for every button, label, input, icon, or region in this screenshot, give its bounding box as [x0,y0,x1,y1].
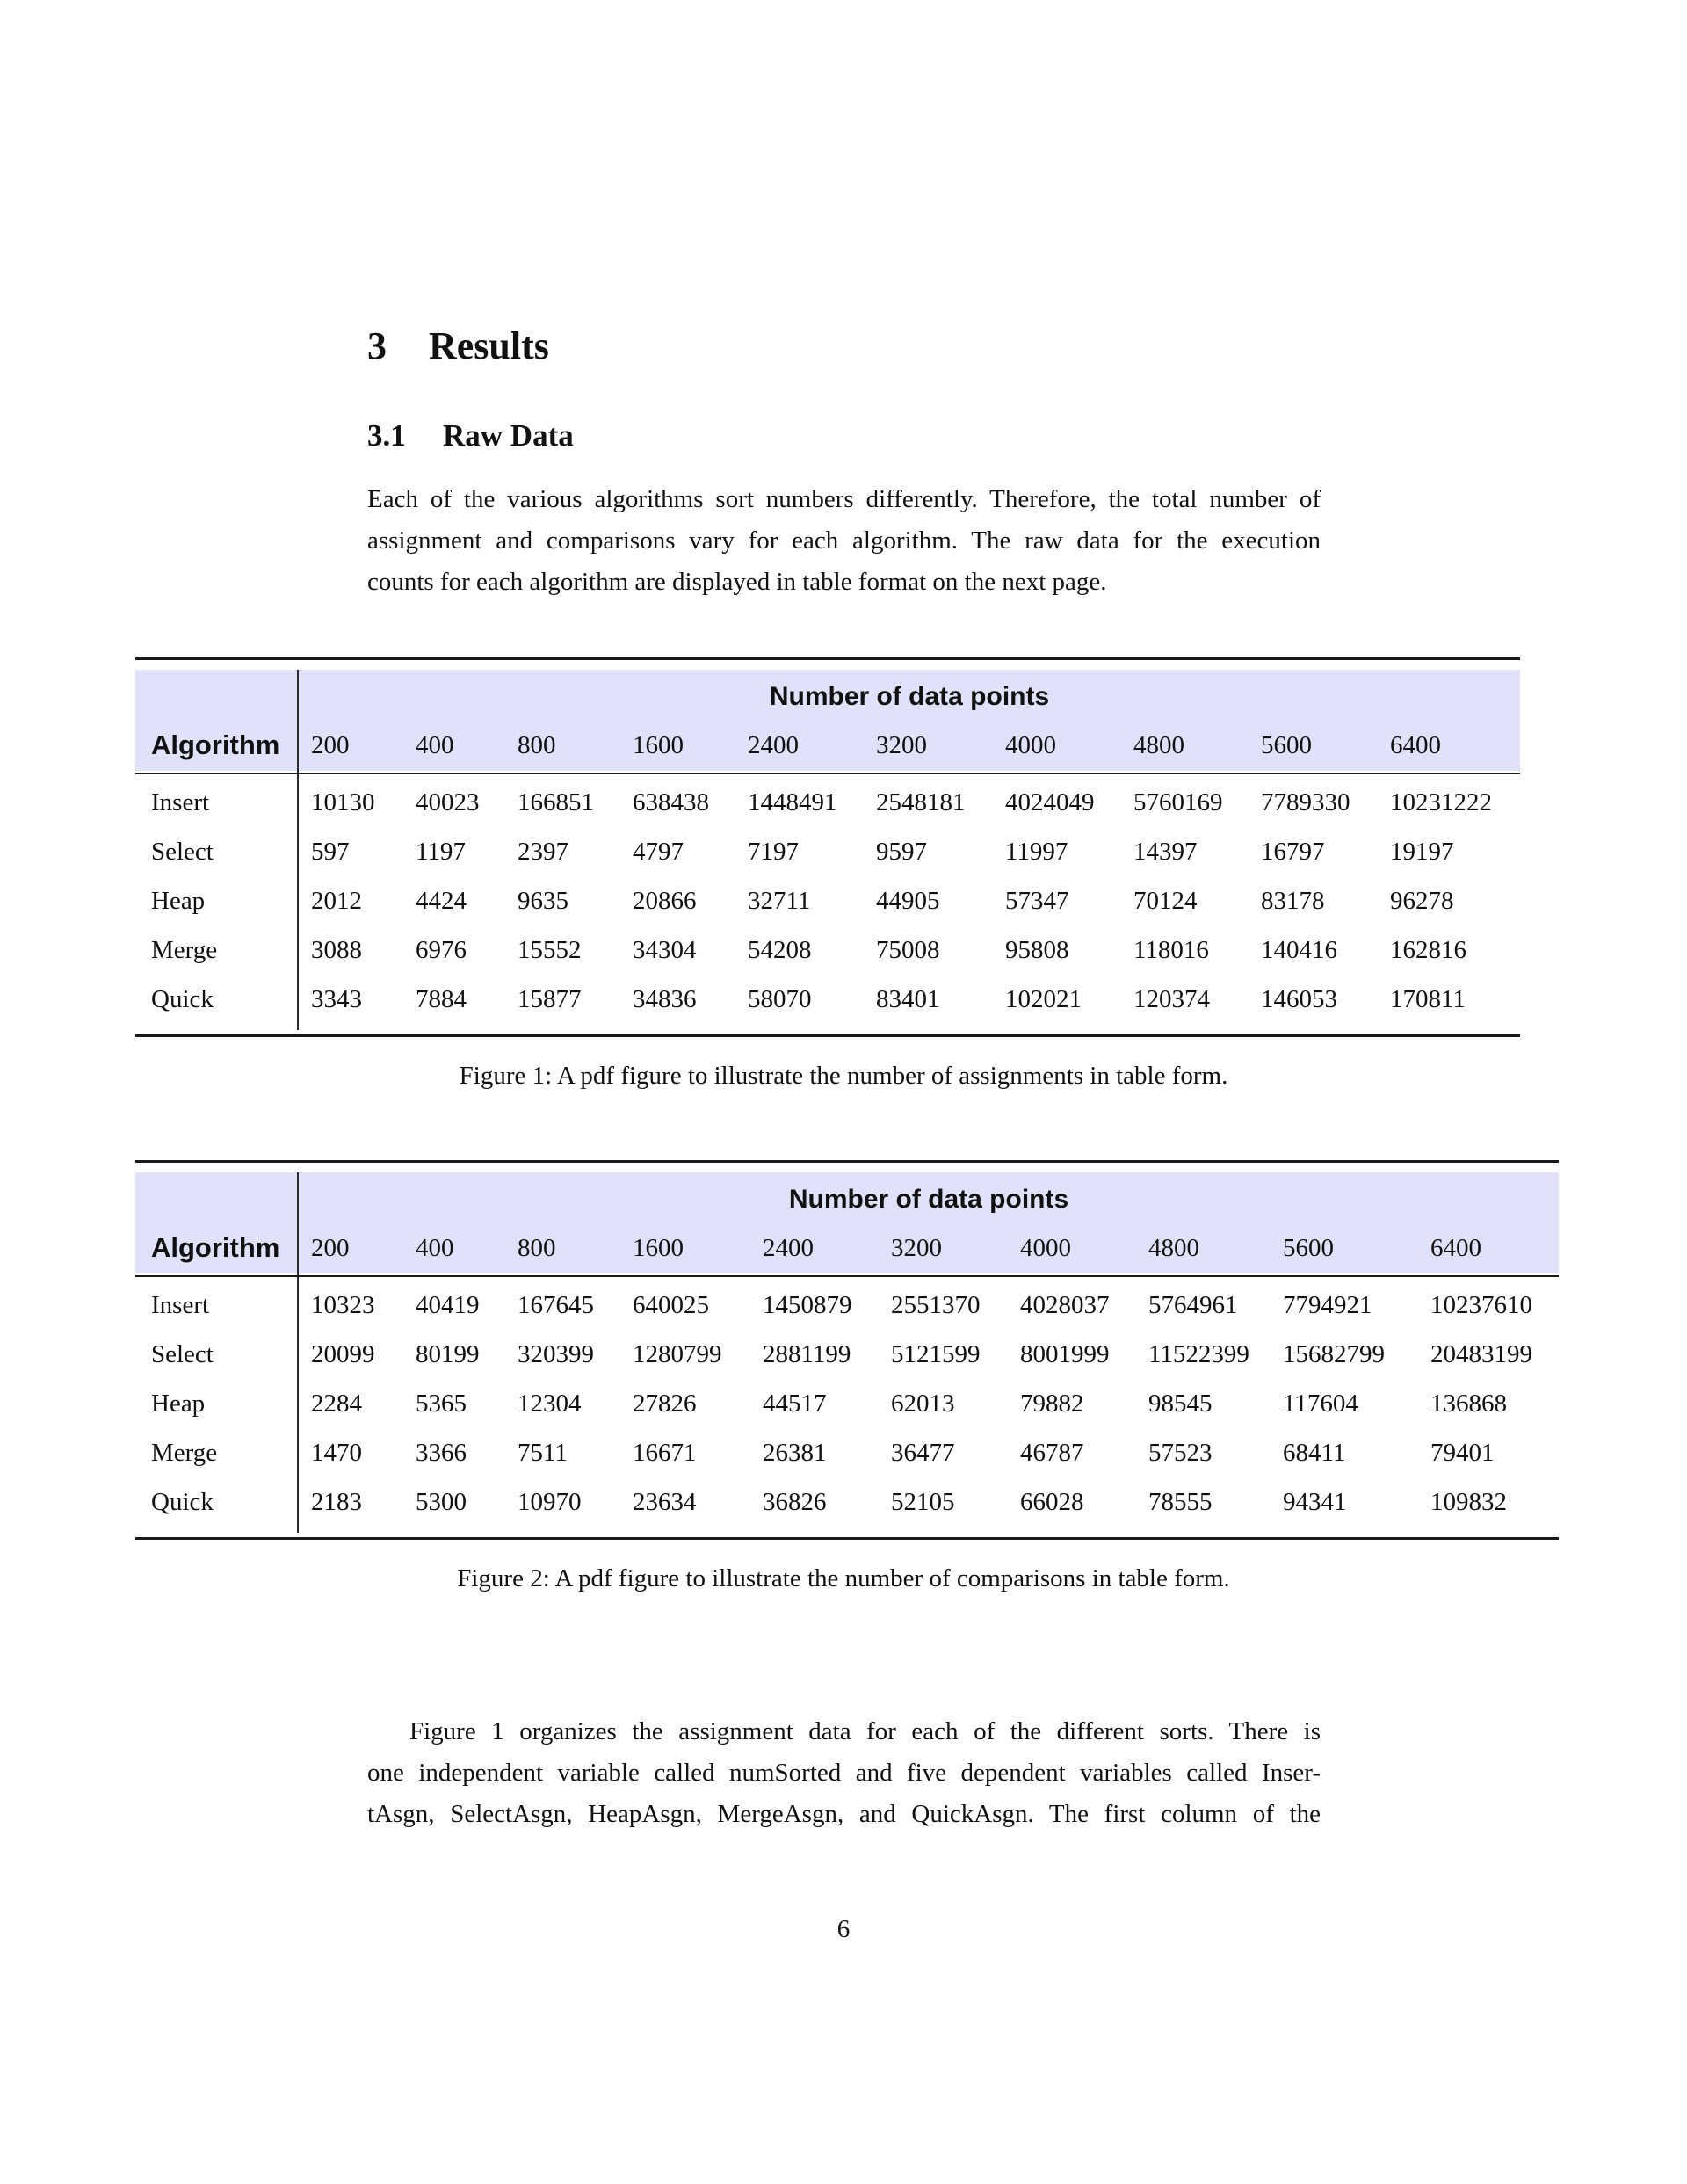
table-cell: 2284 [311,1389,362,1418]
table-cell: 102021 [1005,985,1082,1013]
table-cell: 4024049 [1005,788,1095,816]
column-header: 6400 [1390,731,1441,759]
table-cell: 4028037 [1020,1291,1110,1319]
column-header: 2400 [763,1234,814,1262]
table-cell: 5760169 [1133,788,1223,816]
table-cell: 20099 [311,1340,375,1368]
table-cell: 7884 [416,985,467,1013]
table-cell: 78555 [1148,1488,1213,1516]
table-cell: 2881199 [763,1340,851,1368]
table-cell: 57523 [1148,1439,1213,1467]
column-header: 4800 [1148,1234,1199,1262]
column-header: 5600 [1261,731,1312,759]
table-cell: 7511 [518,1439,568,1467]
table-cell: 10323 [311,1291,375,1319]
group-header: Number of data points [769,682,1050,711]
table-cell: 117604 [1283,1389,1358,1418]
table-cell: 170811 [1390,985,1466,1013]
table-cell: 15682799 [1283,1340,1385,1368]
table-cell: 34304 [633,936,697,964]
table-cell: 4797 [633,838,684,866]
column-header: 2400 [748,731,799,759]
table-cell: 83178 [1261,887,1325,915]
row-label: Merge [151,1439,218,1467]
column-header: 4000 [1020,1234,1071,1262]
table-cell: 46787 [1020,1439,1084,1467]
column-header: 3200 [876,731,927,759]
table-cell: 52105 [891,1488,955,1516]
table-cell: 3343 [311,985,362,1013]
table-cell: 8001999 [1020,1340,1110,1368]
table-cell: 11997 [1005,838,1068,866]
table-cell: 14397 [1133,838,1198,866]
table-cell: 15552 [518,936,582,964]
table-cell: 54208 [748,936,812,964]
table-cell: 1470 [311,1439,362,1467]
table-cell: 638438 [633,788,709,816]
table-cell: 36477 [891,1439,955,1467]
table-cell: 5121599 [891,1340,981,1368]
table-cell: 16671 [633,1439,697,1467]
closing-line: tAsgn, SelectAsgn, HeapAsgn, MergeAsgn, and QuickAsgn. The first column of the [367,1800,1321,1828]
table-cell: 95808 [1005,936,1069,964]
table-cell: 34836 [633,985,697,1013]
column-header: 400 [416,1234,454,1262]
intro-line: Each of the various algorithms sort numbers differently. Therefore, the total number of [367,485,1321,513]
row-header: Algorithm [151,729,280,760]
table-cell: 2548181 [876,788,966,816]
table-cell: 140416 [1261,936,1337,964]
table-cell: 83401 [876,985,940,1013]
table-cell: 118016 [1133,936,1209,964]
intro-line: assignment and comparisons vary for each algorithm. The raw data for the execution [367,526,1321,555]
table-cell: 68411 [1283,1439,1346,1467]
table-cell: 1280799 [633,1340,722,1368]
column-header: 1600 [633,1234,684,1262]
column-header: 200 [311,731,350,759]
comparisons-table [135,1160,1559,1540]
header-rule [135,773,1520,774]
table-cell: 79401 [1430,1439,1495,1467]
table-cell: 5764961 [1148,1291,1238,1319]
table-cell: 320399 [518,1340,594,1368]
table-cell: 5300 [416,1488,467,1516]
table-cell: 44905 [876,887,940,915]
table-cell: 4424 [416,887,467,915]
table-cell: 70124 [1133,887,1198,915]
table-cell: 6976 [416,936,467,964]
table-cell: 27826 [633,1389,697,1418]
column-header: 6400 [1430,1234,1481,1262]
intro-paragraph [367,479,1321,603]
table-cell: 11522399 [1148,1340,1249,1368]
column-header: 5600 [1283,1234,1334,1262]
table-cell: 79882 [1020,1389,1084,1418]
closing-line: Figure 1 organizes the assignment data for each of the different sorts. There is [409,1717,1321,1745]
table-cell: 640025 [633,1291,709,1319]
table-cell: 167645 [518,1291,594,1319]
table-cell: 3366 [416,1439,467,1467]
row-label: Heap [151,1389,206,1418]
table-cell: 109832 [1430,1488,1507,1516]
table-cell: 12304 [518,1389,582,1418]
column-header: 4800 [1133,731,1184,759]
table-cell: 10231222 [1390,788,1492,816]
row-label: Insert [151,788,210,816]
table-cell: 10970 [518,1488,582,1516]
table-cell: 32711 [748,887,811,915]
assignments-table [135,657,1520,1037]
column-header: 400 [416,731,454,759]
table-cell: 166851 [518,788,594,816]
column-header: 800 [518,1234,556,1262]
row-label: Merge [151,936,218,964]
row-header: Algorithm [151,1232,280,1263]
subsection-title: Raw Data [443,418,574,453]
column-divider [297,670,299,1030]
table-cell: 7197 [748,838,799,866]
table-cell: 98545 [1148,1389,1213,1418]
row-label: Insert [151,1291,210,1319]
table-cell: 16797 [1261,838,1325,866]
row-label: Quick [151,985,214,1013]
table-cell: 10130 [311,788,375,816]
figure-2-caption: Figure 2: A pdf figure to illustrate the number of comparisons in table form. [457,1564,1230,1593]
subsection-number: 3.1 [367,418,406,453]
intro-line: counts for each algorithm are displayed in table format on the next page. [367,568,1107,596]
table-cell: 75008 [876,936,940,964]
table-cell: 2183 [311,1488,362,1516]
row-label: Select [151,838,214,866]
table-cell: 20483199 [1430,1340,1532,1368]
table-cell: 10237610 [1430,1291,1532,1319]
table-cell: 80199 [416,1340,480,1368]
column-divider [297,1172,299,1533]
table-cell: 23634 [633,1488,697,1516]
table-cell: 19197 [1390,838,1454,866]
table-cell: 26381 [763,1439,827,1467]
column-header: 3200 [891,1234,942,1262]
closing-paragraph [367,1711,1321,1835]
figure-1-caption: Figure 1: A pdf figure to illustrate the number of assignments in table form. [459,1062,1228,1090]
table-cell: 2397 [518,838,568,866]
table-cell: 597 [311,838,350,866]
table-cell: 57347 [1005,887,1069,915]
table-cell: 1450879 [763,1291,852,1319]
column-header: 4000 [1005,731,1056,759]
table-cell: 1197 [416,838,466,866]
table-cell: 44517 [763,1389,827,1418]
section-heading [367,324,549,367]
table-cell: 146053 [1261,985,1337,1013]
table-cell: 7789330 [1261,788,1350,816]
table-cell: 62013 [891,1389,955,1418]
table-cell: 9597 [876,838,927,866]
table-cell: 5365 [416,1389,467,1418]
table-cell: 58070 [748,985,812,1013]
table-cell: 7794921 [1283,1291,1372,1319]
table-cell: 2012 [311,887,362,915]
table-cell: 66028 [1020,1488,1084,1516]
page-number: 6 [836,1915,851,1943]
table-cell: 40419 [416,1291,480,1319]
column-header: 1600 [633,731,684,759]
table-cell: 1448491 [748,788,837,816]
column-header: 200 [311,1234,350,1262]
header-rule [135,1275,1559,1277]
table-cell: 120374 [1133,985,1210,1013]
table-cell: 96278 [1390,887,1454,915]
table-cell: 2551370 [891,1291,981,1319]
table-cell: 36826 [763,1488,827,1516]
table-cell: 136868 [1430,1389,1507,1418]
table-cell: 94341 [1283,1488,1347,1516]
table-cell: 9635 [518,887,568,915]
row-label: Select [151,1340,214,1368]
subsection-heading [367,420,574,451]
section-number: 3 [367,324,387,367]
row-label: Heap [151,887,206,915]
table-cell: 40023 [416,788,480,816]
row-label: Quick [151,1488,214,1516]
table-cell: 20866 [633,887,697,915]
table-cell: 15877 [518,985,582,1013]
section-title: Results [429,324,549,367]
table-cell: 3088 [311,936,362,964]
group-header: Number of data points [788,1185,1069,1214]
column-header: 800 [518,731,556,759]
closing-line: one independent variable called numSorted and five dependent variables called Inser- [367,1759,1321,1787]
table-cell: 162816 [1390,936,1466,964]
